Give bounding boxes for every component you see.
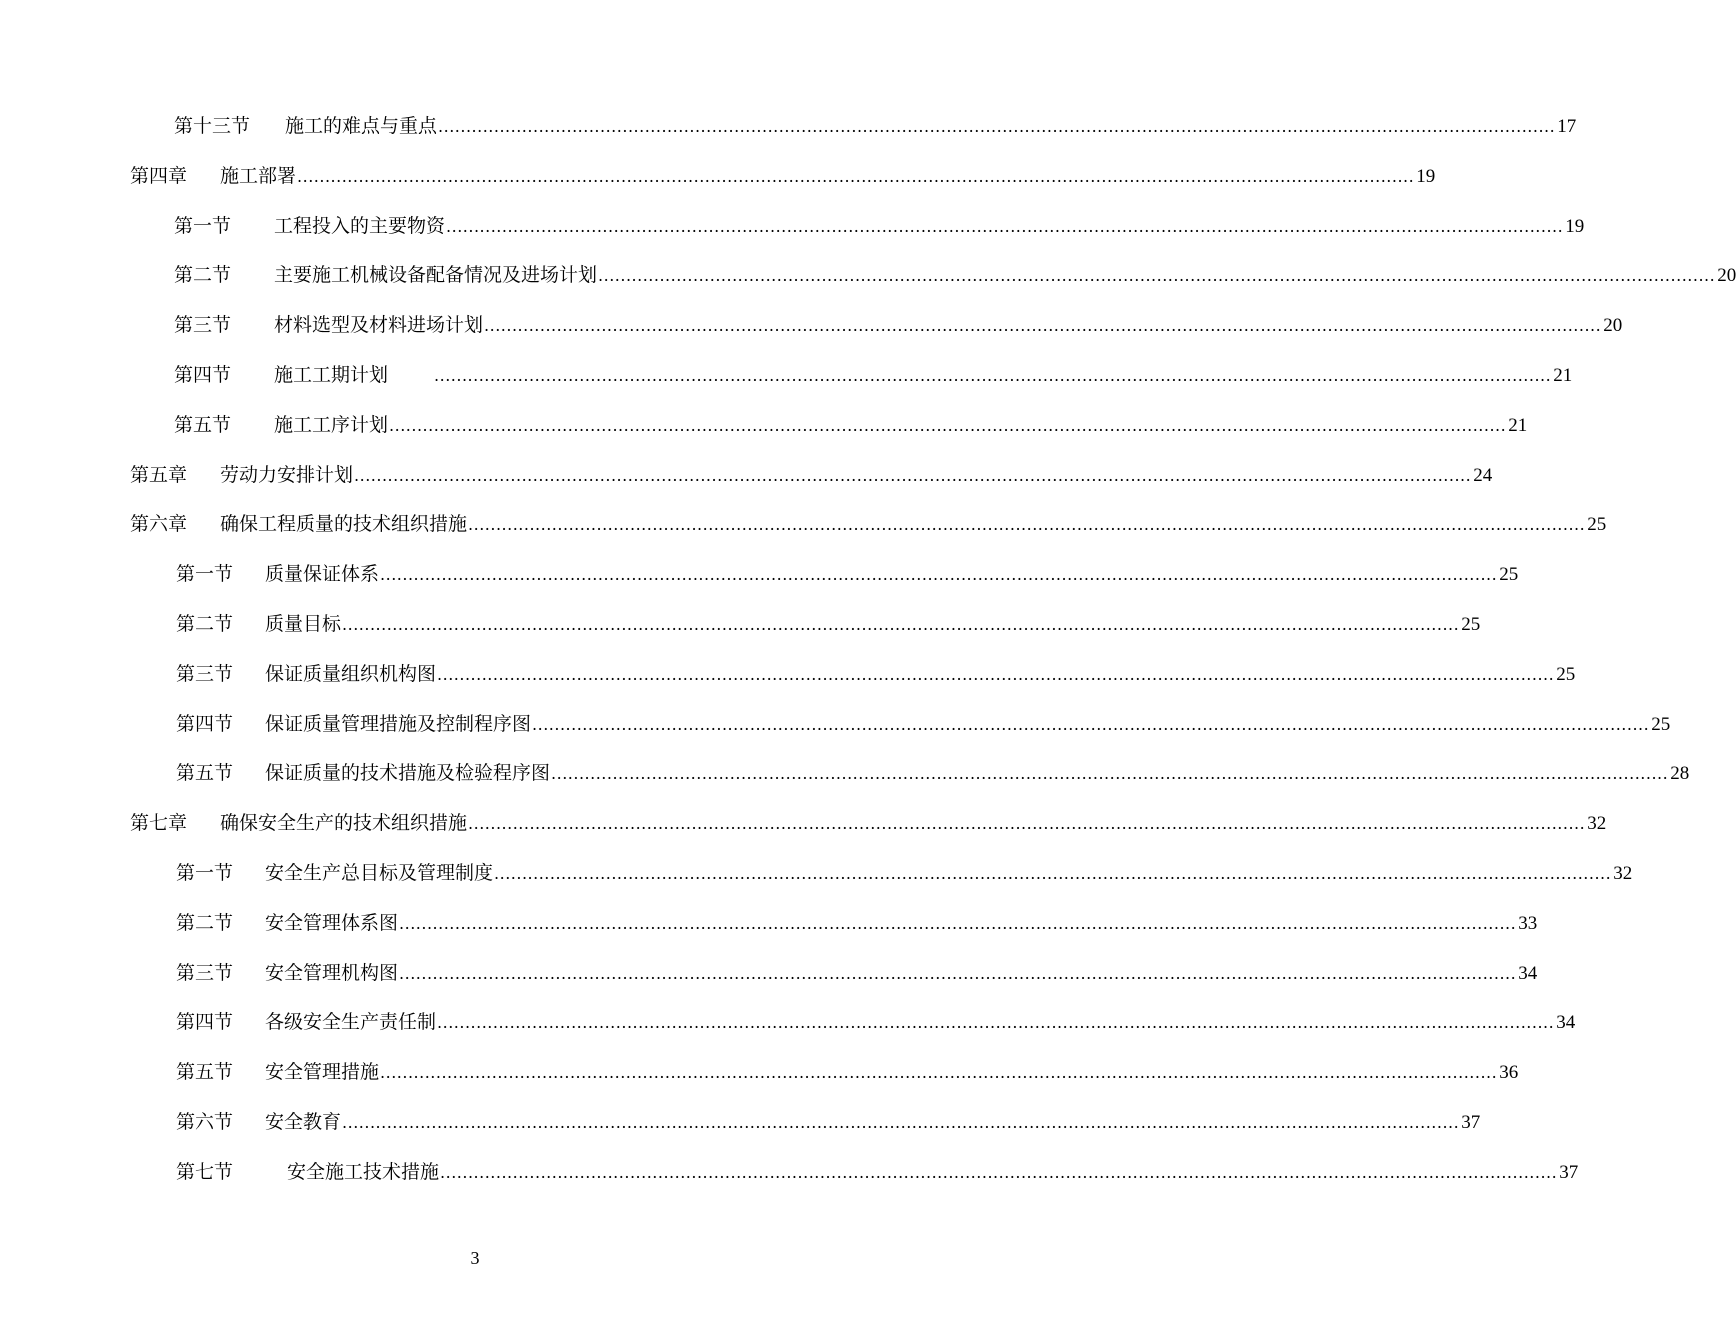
toc-entry-page: 25 [1556, 663, 1576, 685]
toc-entry-number: 第四节 [174, 363, 232, 386]
toc-entry [0, 998, 1576, 1048]
toc-entry-number: 第一节 [174, 214, 232, 237]
toc-entry-line [274, 202, 1585, 252]
toc-entry-line [220, 799, 1607, 849]
toc-entry [0, 451, 1493, 501]
toc-entry [0, 849, 1633, 899]
toc-entry-title: 工程投入的主要物资 [274, 214, 446, 237]
toc-entry-line [265, 749, 1690, 799]
toc-entry-page: 25 [1587, 514, 1607, 536]
toc-entry-title: 劳动力安排计划 [220, 463, 354, 486]
toc-entry-page: 19 [1565, 215, 1585, 237]
toc-entry-line [274, 351, 1573, 401]
toc-entry [0, 550, 1519, 600]
toc-entry-title: 安全生产总目标及管理制度 [265, 861, 494, 884]
dot-leader: ........................................................................................................................................................................................................ [354, 465, 1472, 485]
toc-entry-number: 第六章 [130, 513, 188, 536]
dot-leader: ........................................................................................................................................................................................................ [598, 266, 1716, 286]
dot-leader: ........................................................................................................................................................................................................ [380, 565, 1498, 585]
toc-entry-number: 第七章 [130, 812, 188, 835]
toc-entry-number: 第五节 [176, 1061, 234, 1084]
dot-leader: ........................................................................................................................................................................................................ [494, 863, 1612, 883]
toc-entry-title: 施工部署 [220, 164, 297, 187]
toc-entry-page: 21 [1553, 364, 1573, 386]
dot-leader: ........................................................................................................................................................................................................ [380, 1063, 1498, 1083]
toc-entry-number: 第三节 [176, 961, 234, 984]
toc-entry-page: 32 [1587, 813, 1607, 835]
toc-entry-page: 37 [1559, 1161, 1579, 1183]
toc-entry-line [265, 899, 1538, 949]
toc-entry-number: 第二节 [176, 612, 234, 635]
table-of-contents [0, 102, 1736, 1198]
toc-entry-page: 34 [1518, 962, 1538, 984]
toc-entry-page: 25 [1499, 564, 1519, 586]
toc-entry-line [265, 550, 1519, 600]
toc-entry-number: 第五节 [176, 762, 234, 785]
toc-entry-page: 17 [1557, 116, 1577, 137]
dot-leader: ........................................................................................................................................................................................................ [437, 1013, 1555, 1033]
toc-entry-number: 第四节 [176, 712, 234, 735]
dot-leader: ........................................................................................................................................................................................................ [399, 913, 1517, 933]
dot-leader: ........................................................................................................................................................................................................ [468, 814, 1586, 834]
toc-entry-title: 各级安全生产责任制 [265, 1011, 437, 1034]
toc-entry-page: 37 [1461, 1111, 1481, 1133]
dot-leader: ........................................................................................................................................................................................................ [389, 415, 1507, 435]
dot-leader: ........................................................................................................................................................................................................ [342, 1112, 1460, 1132]
toc-entry-line [265, 600, 1481, 650]
toc-entry-line [265, 949, 1538, 999]
toc-entry [0, 351, 1573, 401]
dot-leader: ........................................................................................................................................................................................................ [440, 1162, 1558, 1182]
toc-entry-page: 28 [1670, 763, 1690, 785]
dot-leader: ........................................................................................................................................................................................................ [297, 166, 1415, 186]
toc-entry [0, 899, 1538, 949]
toc-entry [0, 749, 1690, 799]
toc-entry-page: 33 [1518, 912, 1538, 934]
toc-entry-title: 保证质量的技术措施及检验程序图 [265, 762, 551, 785]
dot-leader: ........................................................................................................................................................................................................ [438, 117, 1556, 136]
toc-entry-number: 第二节 [174, 264, 232, 287]
toc-entry-line [265, 700, 1671, 750]
toc-entry [0, 152, 1436, 202]
toc-entry-page: 34 [1556, 1012, 1576, 1034]
toc-entry-line [220, 500, 1607, 550]
toc-entry-title: 施工工期计划 [274, 363, 389, 386]
toc-entry [0, 799, 1607, 849]
dot-leader: ........................................................................................................................................................................................................ [532, 714, 1650, 734]
toc-entry-page: 24 [1473, 464, 1493, 486]
toc-entry-number: 第七节 [176, 1160, 234, 1183]
toc-entry-line [265, 1048, 1519, 1098]
toc-entry-page: 25 [1651, 713, 1671, 735]
toc-entry [0, 700, 1671, 750]
toc-entry-number: 第三节 [174, 314, 232, 337]
toc-entry [0, 1148, 1579, 1198]
toc-entry-number: 第三节 [176, 662, 234, 685]
toc-entry-line [265, 998, 1576, 1048]
toc-entry-number: 第五章 [130, 463, 188, 486]
toc-entry-title: 质量保证体系 [265, 563, 380, 586]
toc-entry-number: 第二节 [176, 911, 234, 934]
toc-entry [0, 949, 1538, 999]
dot-leader: ........................................................................................................................................................................................................ [437, 664, 1555, 684]
toc-entry [0, 251, 1736, 301]
toc-entry-number: 第六节 [176, 1110, 234, 1133]
toc-entry-title: 质量目标 [265, 612, 342, 635]
toc-entry-title: 安全管理体系图 [265, 911, 399, 934]
toc-entry-line [285, 102, 1577, 152]
toc-entry-number: 第四节 [176, 1011, 234, 1034]
dot-leader: ........................................................................................................................................................................................................ [468, 515, 1586, 535]
toc-entry [0, 401, 1528, 451]
dot-leader: ........................................................................................................................................................................................................ [399, 963, 1517, 983]
toc-entry [0, 202, 1585, 252]
toc-entry-title: 保证质量组织机构图 [265, 662, 437, 685]
toc-entry-page: 36 [1499, 1062, 1519, 1084]
toc-entry-page: 32 [1613, 862, 1633, 884]
toc-entry-page: 20 [1603, 315, 1623, 337]
toc-entry-line [220, 152, 1436, 202]
toc-entry-number: 第十三节 [174, 115, 251, 137]
toc-entry-title: 安全管理机构图 [265, 961, 399, 984]
toc-entry [0, 600, 1481, 650]
dot-leader: ........................................................................................................................................................................................................ [551, 764, 1669, 784]
toc-entry-number: 第五节 [174, 413, 232, 436]
page-number: 3 [470, 1248, 480, 1268]
toc-entry-line [274, 401, 1528, 451]
toc-entry-title: 材料选型及材料进场计划 [274, 314, 484, 337]
toc-entry [0, 102, 1577, 152]
toc-entry-title: 确保工程质量的技术组织措施 [220, 513, 468, 536]
toc-entry-line [265, 650, 1576, 700]
dot-leader: ........................................................................................................................................................................................................ [446, 216, 1564, 236]
toc-entry-title: 确保安全生产的技术组织措施 [220, 812, 468, 835]
toc-entry-title: 安全施工技术措施 [287, 1160, 440, 1183]
toc-entry-number: 第一节 [176, 563, 234, 586]
toc-entry-page: 25 [1461, 613, 1481, 635]
toc-entry-title: 施工工序计划 [274, 413, 389, 436]
dot-leader: ........................................................................................................................................................................................................ [342, 614, 1460, 634]
toc-entry [0, 650, 1576, 700]
toc-entry-page: 20 [1717, 265, 1736, 287]
toc-entry-number: 第四章 [130, 164, 188, 187]
dot-leader: ........................................................................................................................................................................................................ [434, 365, 1552, 385]
toc-entry [0, 500, 1607, 550]
toc-entry-title: 施工的难点与重点 [285, 115, 438, 137]
dot-leader: ........................................................................................................................................................................................................ [484, 316, 1602, 336]
toc-entry [0, 1098, 1481, 1148]
toc-entry-page: 21 [1508, 414, 1528, 436]
toc-entry-title: 安全管理措施 [265, 1061, 380, 1084]
toc-entry-title: 保证质量管理措施及控制程序图 [265, 712, 532, 735]
toc-entry [0, 1048, 1519, 1098]
toc-entry-line [274, 301, 1623, 351]
toc-entry-line [274, 251, 1736, 301]
toc-entry-title: 主要施工机械设备配备情况及进场计划 [274, 264, 598, 287]
toc-entry-line [220, 451, 1493, 501]
toc-entry-line [265, 849, 1633, 899]
toc-entry [0, 301, 1623, 351]
toc-entry-number: 第一节 [176, 861, 234, 884]
toc-entry-line [287, 1148, 1579, 1198]
toc-entry-title: 安全教育 [265, 1110, 342, 1133]
toc-entry-page: 19 [1416, 165, 1436, 187]
toc-entry-line [265, 1098, 1481, 1148]
